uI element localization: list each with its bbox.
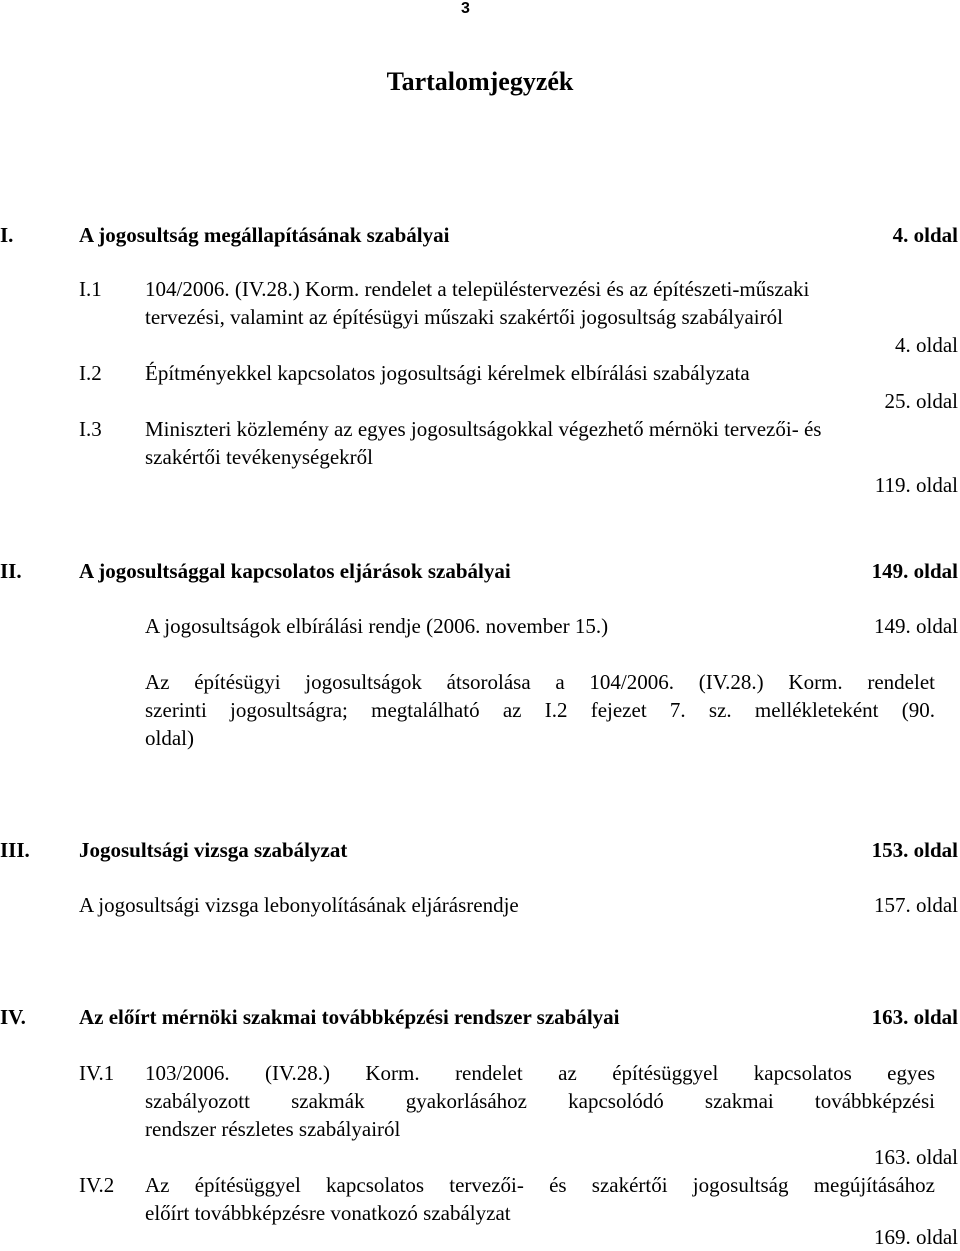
section-numeral-iii: III.	[0, 838, 30, 862]
item-text-ii-2-line-2: szerinti jogosultságra; megtalálható az I.2 fejezet 7. sz. mellékleteként (90.	[145, 698, 935, 722]
item-page-i-2: 25. oldal	[884, 389, 958, 413]
item-id-i-1: I.1	[79, 277, 102, 301]
item-text-i-3-line-2: szakértői tevékenységekről	[145, 445, 373, 469]
item-text-i-1-line-1: 104/2006. (IV.28.) Korm. rendelet a településtervezési és az építészeti-műszaki	[145, 277, 810, 301]
item-page-ii-1: 149. oldal	[874, 614, 958, 638]
item-text-iv-2-line-1: Az építésüggyel kapcsolatos tervezői- és szakértői jogosultság megújításához	[145, 1173, 935, 1197]
item-text-ii-2-line-3: oldal)	[145, 726, 194, 750]
item-page-iv-2: 169. oldal	[874, 1225, 958, 1249]
item-text-iv-2-line-2: előírt továbbképzésre vonatkozó szabályzat	[145, 1201, 511, 1225]
item-page-iv-1: 163. oldal	[874, 1145, 958, 1169]
item-id-i-3: I.3	[79, 417, 102, 441]
item-text-iv-1-line-1: 103/2006. (IV.28.) Korm. rendelet az építésüggyel kapcsolatos egyes	[145, 1061, 935, 1085]
page-number: 3	[461, 0, 470, 17]
item-text-i-1-line-2: tervezési, valamint az építésügyi műszaki szakértői jogosultság szabályairól	[145, 305, 783, 329]
item-text-i-3-line-1: Miniszteri közlemény az egyes jogosultságokkal végezhető mérnöki tervezői- és	[145, 417, 822, 441]
section-page-iii: 153. oldal	[871, 838, 958, 862]
item-text-ii-2-line-1: Az építésügyi jogosultságok átsorolása a 104/2006. (IV.28.) Korm. rendelet	[145, 670, 935, 694]
item-text-iii-1: A jogosultsági vizsga lebonyolításának eljárásrendje	[79, 893, 519, 917]
item-id-iv-1: IV.1	[79, 1061, 115, 1085]
item-id-i-2: I.2	[79, 361, 102, 385]
item-page-iii-1: 157. oldal	[874, 893, 958, 917]
item-text-iv-1-line-2: szabályozott szakmák gyakorlásához kapcsolódó szakmai továbbképzési	[145, 1089, 935, 1113]
section-numeral-iv: IV.	[0, 1005, 26, 1029]
section-page-i: 4. oldal	[892, 223, 958, 247]
item-id-iv-2: IV.2	[79, 1173, 115, 1197]
section-page-iv: 163. oldal	[871, 1005, 958, 1029]
section-title-ii: A jogosultsággal kapcsolatos eljárások szabályai	[79, 559, 511, 583]
section-page-ii: 149. oldal	[871, 559, 958, 583]
page-title: Tartalomjegyzék	[386, 67, 574, 96]
item-page-i-1: 4. oldal	[895, 333, 958, 357]
item-text-ii-1: A jogosultságok elbírálási rendje (2006. november 15.)	[145, 614, 609, 638]
section-title-iii: Jogosultsági vizsga szabályzat	[79, 838, 348, 862]
section-title-iv: Az előírt mérnöki szakmai továbbképzési rendszer szabályai	[79, 1005, 620, 1029]
section-numeral-ii: II.	[0, 559, 22, 583]
item-text-iv-1-line-3: rendszer részletes szabályairól	[145, 1117, 401, 1141]
section-title-i: A jogosultság megállapításának szabályai	[79, 223, 450, 247]
item-text-i-2-line-1: Építményekkel kapcsolatos jogosultsági kérelmek elbírálási szabályzata	[145, 361, 750, 385]
item-page-i-3: 119. oldal	[874, 473, 958, 497]
section-numeral-i: I.	[0, 223, 14, 247]
